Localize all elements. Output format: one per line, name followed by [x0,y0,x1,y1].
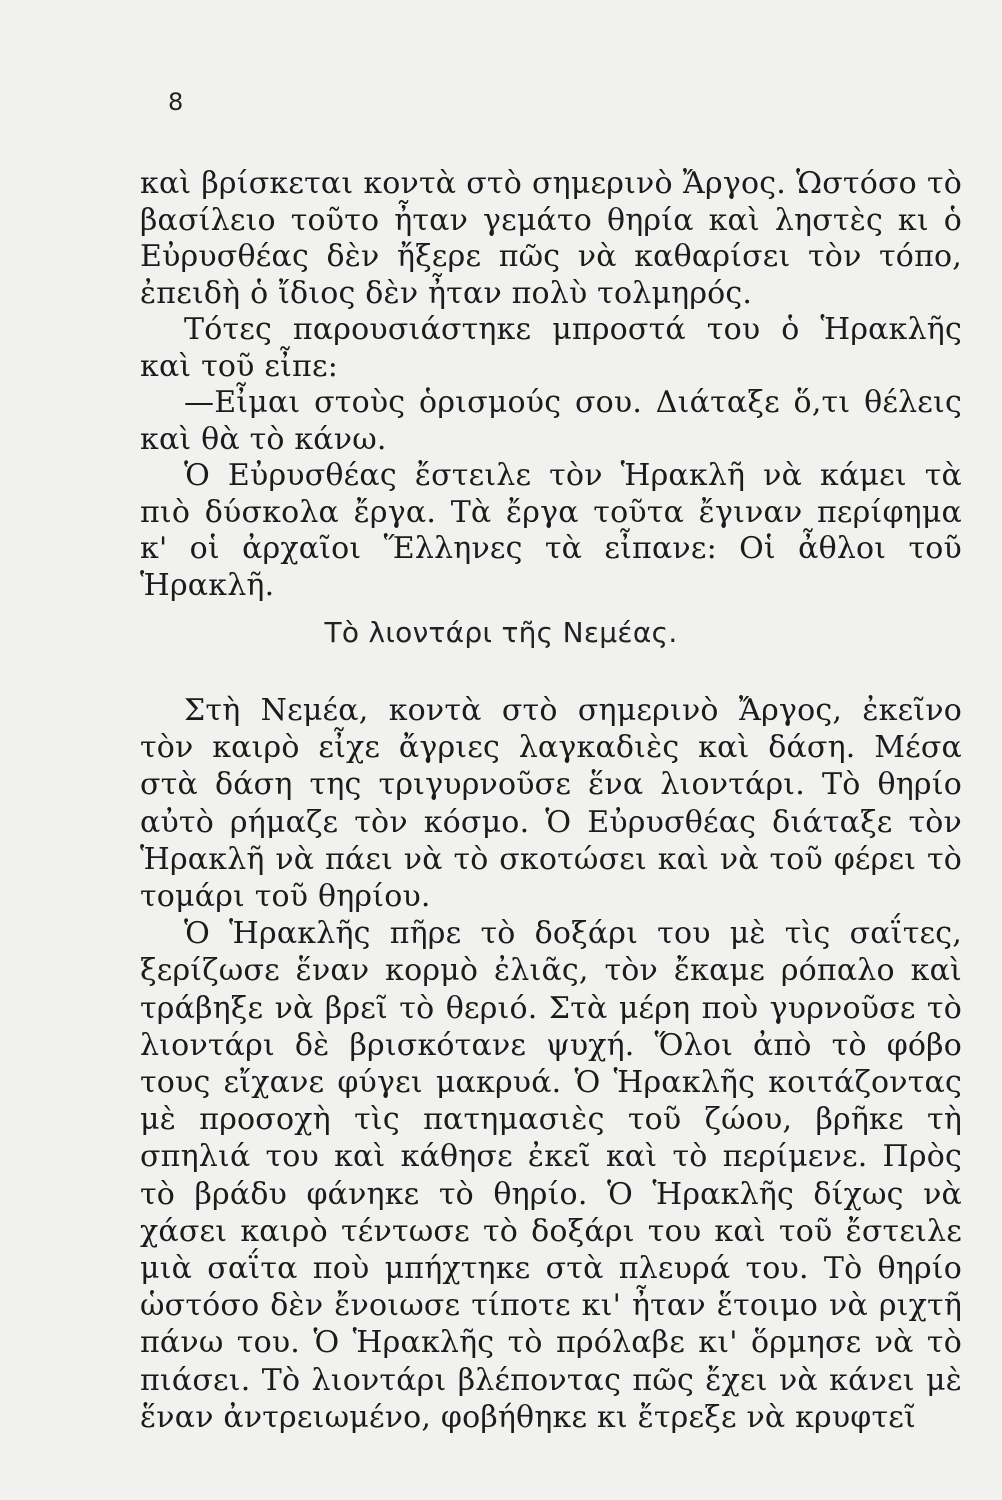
page-number: 8 [168,88,184,116]
paragraph: Ὁ Ἡρακλῆς πῆρε τὸ δοξάρι του μὲ τὶς σαΐτες, ξερίζωσε ἕναν κορμὸ ἐλιᾶς, τὸν ἔκαμε ρόπαλο καὶ τράβηξε νὰ βρεῖ τὸ θεριό. Στὰ μέρη ποὺ γυρνοῦσε τὸ λιοντάρι δὲ βρισκότανε ψυχή. Ὅλοι ἀπὸ τὸ φόβο τους εἴχανε φύγει μακρυά. Ὁ Ἡρακλῆς κοιτάζοντας μὲ προσοχὴ τὶς πατημασιὲς τοῦ ζώου, βρῆκε τὴ σπηλιά του καὶ κάθησε ἐκεῖ καὶ τὸ περίμενε. Πρὸς τὸ βράδυ φάνηκε τὸ θηρίο. Ὁ Ἡρακλῆς δίχως νὰ χάσει καιρὸ τέντωσε τὸ δοξάρι του καὶ τοῦ ἔστειλε μιὰ σαΐτα ποὺ μπήχτηκε στὰ πλευρά του. Τὸ θηρίο ὡστόσο δὲν ἔνοιωσε τίποτε κι' ἦταν ἕτοιμο νὰ ριχτῆ πάνω του. Ὁ Ἡρακλῆς τὸ πρόλαβε κι' ὅρμησε νὰ τὸ πιάσει. Τὸ λιοντάρι βλέποντας πῶς ἔχει νὰ κάνει μὲ ἕναν ἀντρειωμένο, φοβήθηκε κι ἔτρεξε νὰ κρυφτεῖ [140,916,962,1435]
paragraph: Στὴ Νεμέα, κοντὰ στὸ σημερινὸ Ἄργος, ἐκεῖνο τὸν καιρὸ εἶχε ἄγριες λαγκαδιὲς καὶ δάση. Μέσα στὰ δάση της τριγυρνοῦσε ἕνα λιοντάρι. Τὸ θηρίο αὐτὸ ρήμαζε τὸν κόσμο. Ὁ Εὐρυσθέας διάταξε τὸν Ἡρακλῆ νὰ πάει νὰ τὸ σκοτώσει καὶ νὰ τοῦ φέρει τὸ τομάρι τοῦ θηρίου. [140,693,962,915]
paragraph: καὶ βρίσκεται κοντὰ στὸ σημερινὸ Ἄργος. Ὡστόσο τὸ βασίλειο τοῦτο ἦταν γεμάτο θηρία καὶ ληστὲς κι ὁ Εὐρυσθέας δὲν ἤξερε πῶς νὰ καθαρίσει τὸν τόπο, ἐπειδὴ ὁ ἴδιος δὲν ἦταν πολὺ τολμηρός. [140,166,962,311]
paragraph: —Εἶμαι στοὺς ὁρισμούς σου. Διάταξε ὅ,τι θέλεις καὶ θὰ τὸ κάνω. [140,385,962,457]
section-title: Τὸ λιοντάρι τῆς Νεμέας. [324,616,678,649]
paragraph: Ὁ Εὐρυσθέας ἔστειλε τὸν Ἡρακλῆ νὰ κάμει τὰ πιὸ δύσκολα ἔργα. Τὰ ἔργα τοῦτα ἔγιναν περίφημα κ' οἱ ἀρχαῖοι Ἕλληνες τὰ εἶπανε: Οἱ ἆθλοι τοῦ Ἡρακλῆ. [140,458,962,603]
intro-text-block [140,166,962,604]
paragraph: Τότες παρουσιάστηκε μπροστά του ὁ Ἡρακλῆς καὶ τοῦ εἶπε: [140,312,962,384]
section-text-block [140,692,962,1436]
